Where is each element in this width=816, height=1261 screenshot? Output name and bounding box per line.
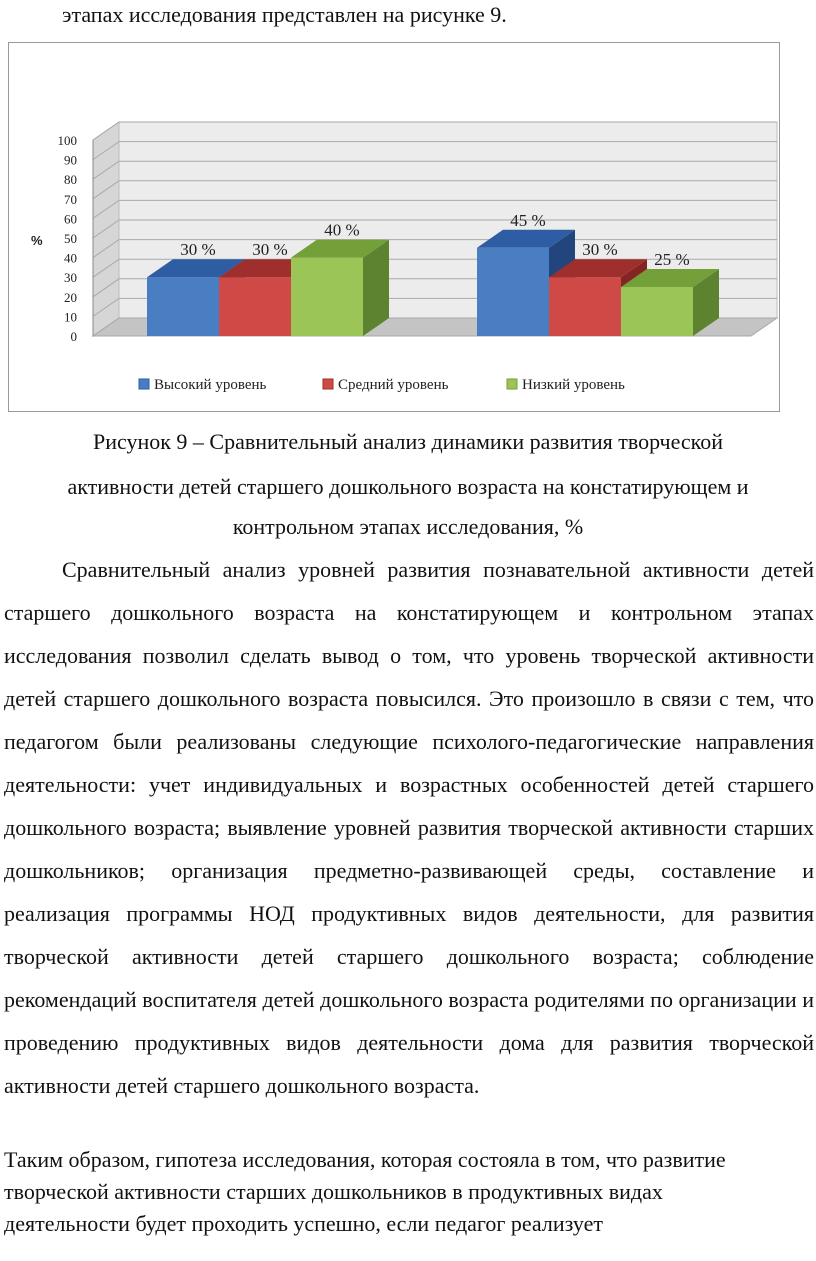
y-tick-label: 90 (64, 152, 77, 168)
legend-swatch (507, 379, 517, 389)
y-tick-label: 20 (64, 289, 77, 305)
body-paragraph-text: Сравнительный анализ уровней развития познавательной активности детей старшего дошкольного возраста на констатирующем и контрольном этапах исследования позволил сделать вывод о том, что уровень творческой активности детей старшего дошкольного возраста повысился. Это произошло в связи с тем, что педагогом были реализованы следующие психолого-педагогические направления деятельности: учет индивидуальных и возрастных особенностей детей старшего дошкольного возраста; выявление уровней развития творческой активности старших дошкольников; организация предметно-развивающей среды, составление и реализация программы НОД продуктивных видов деятельности, для развития творческой активности детей старшего дошкольного возраста; соблюдение рекомендаций воспитателя детей дошкольного возраста родителями по организации и проведению продуктивных видов деятельности дома для развития творческой активности детей старшего дошкольного возраста. (4, 557, 814, 1098)
top-text-line: этапах исследования представлен на рисунке 9. (62, 2, 507, 27)
y-tick-label: 0 (70, 329, 77, 344)
y-tick-label: 10 (64, 309, 77, 325)
y-tick-label: 60 (64, 211, 77, 227)
legend-label: Высокий уровень (154, 377, 267, 393)
legend-swatch (139, 379, 149, 389)
body-paragraph (4, 548, 814, 1107)
data-label: 40 % (324, 220, 360, 240)
bar (147, 277, 219, 336)
bar (549, 277, 621, 336)
data-label: 30 % (180, 240, 216, 260)
y-tick-label: 70 (64, 191, 77, 207)
conclusion-line-2: творческой активности старших дошкольников в продуктивных видах (4, 1179, 663, 1204)
y-tick-label: 30 (64, 270, 77, 286)
bar (621, 287, 693, 336)
legend-label: Низкий уровень (522, 377, 625, 393)
bar-chart (9, 43, 779, 411)
figure-caption-line-1: Рисунок 9 – Сравнительный анализ динамики развития творческой (92, 429, 724, 454)
conclusion-line-1: Таким образом, гипотеза исследования, которая состояла в том, что развитие (4, 1147, 726, 1172)
y-tick-label: 50 (64, 231, 77, 246)
conclusion-line-3: деятельности будет проходить успешно, если педагог реализует (4, 1211, 603, 1236)
y-axis-label: % (31, 233, 43, 248)
figure-caption-line-3: контрольном этапах исследования, % (232, 514, 584, 539)
legend-swatch (323, 379, 333, 389)
figure-caption-line-2: активности детей старшего дошкольного возраста на констатирующем и (67, 474, 749, 499)
data-label: 30 % (582, 240, 618, 260)
figure-9-chart (8, 42, 780, 412)
bar (477, 248, 549, 336)
bar (219, 277, 291, 336)
data-label: 45 % (510, 210, 546, 230)
y-tick-label: 100 (57, 133, 77, 148)
legend-label: Средний уровень (338, 377, 449, 393)
y-tick-label: 80 (64, 172, 77, 188)
y-tick-label: 40 (64, 250, 77, 266)
data-label: 30 % (252, 240, 288, 260)
bar (291, 258, 363, 336)
data-label: 25 % (654, 250, 690, 269)
